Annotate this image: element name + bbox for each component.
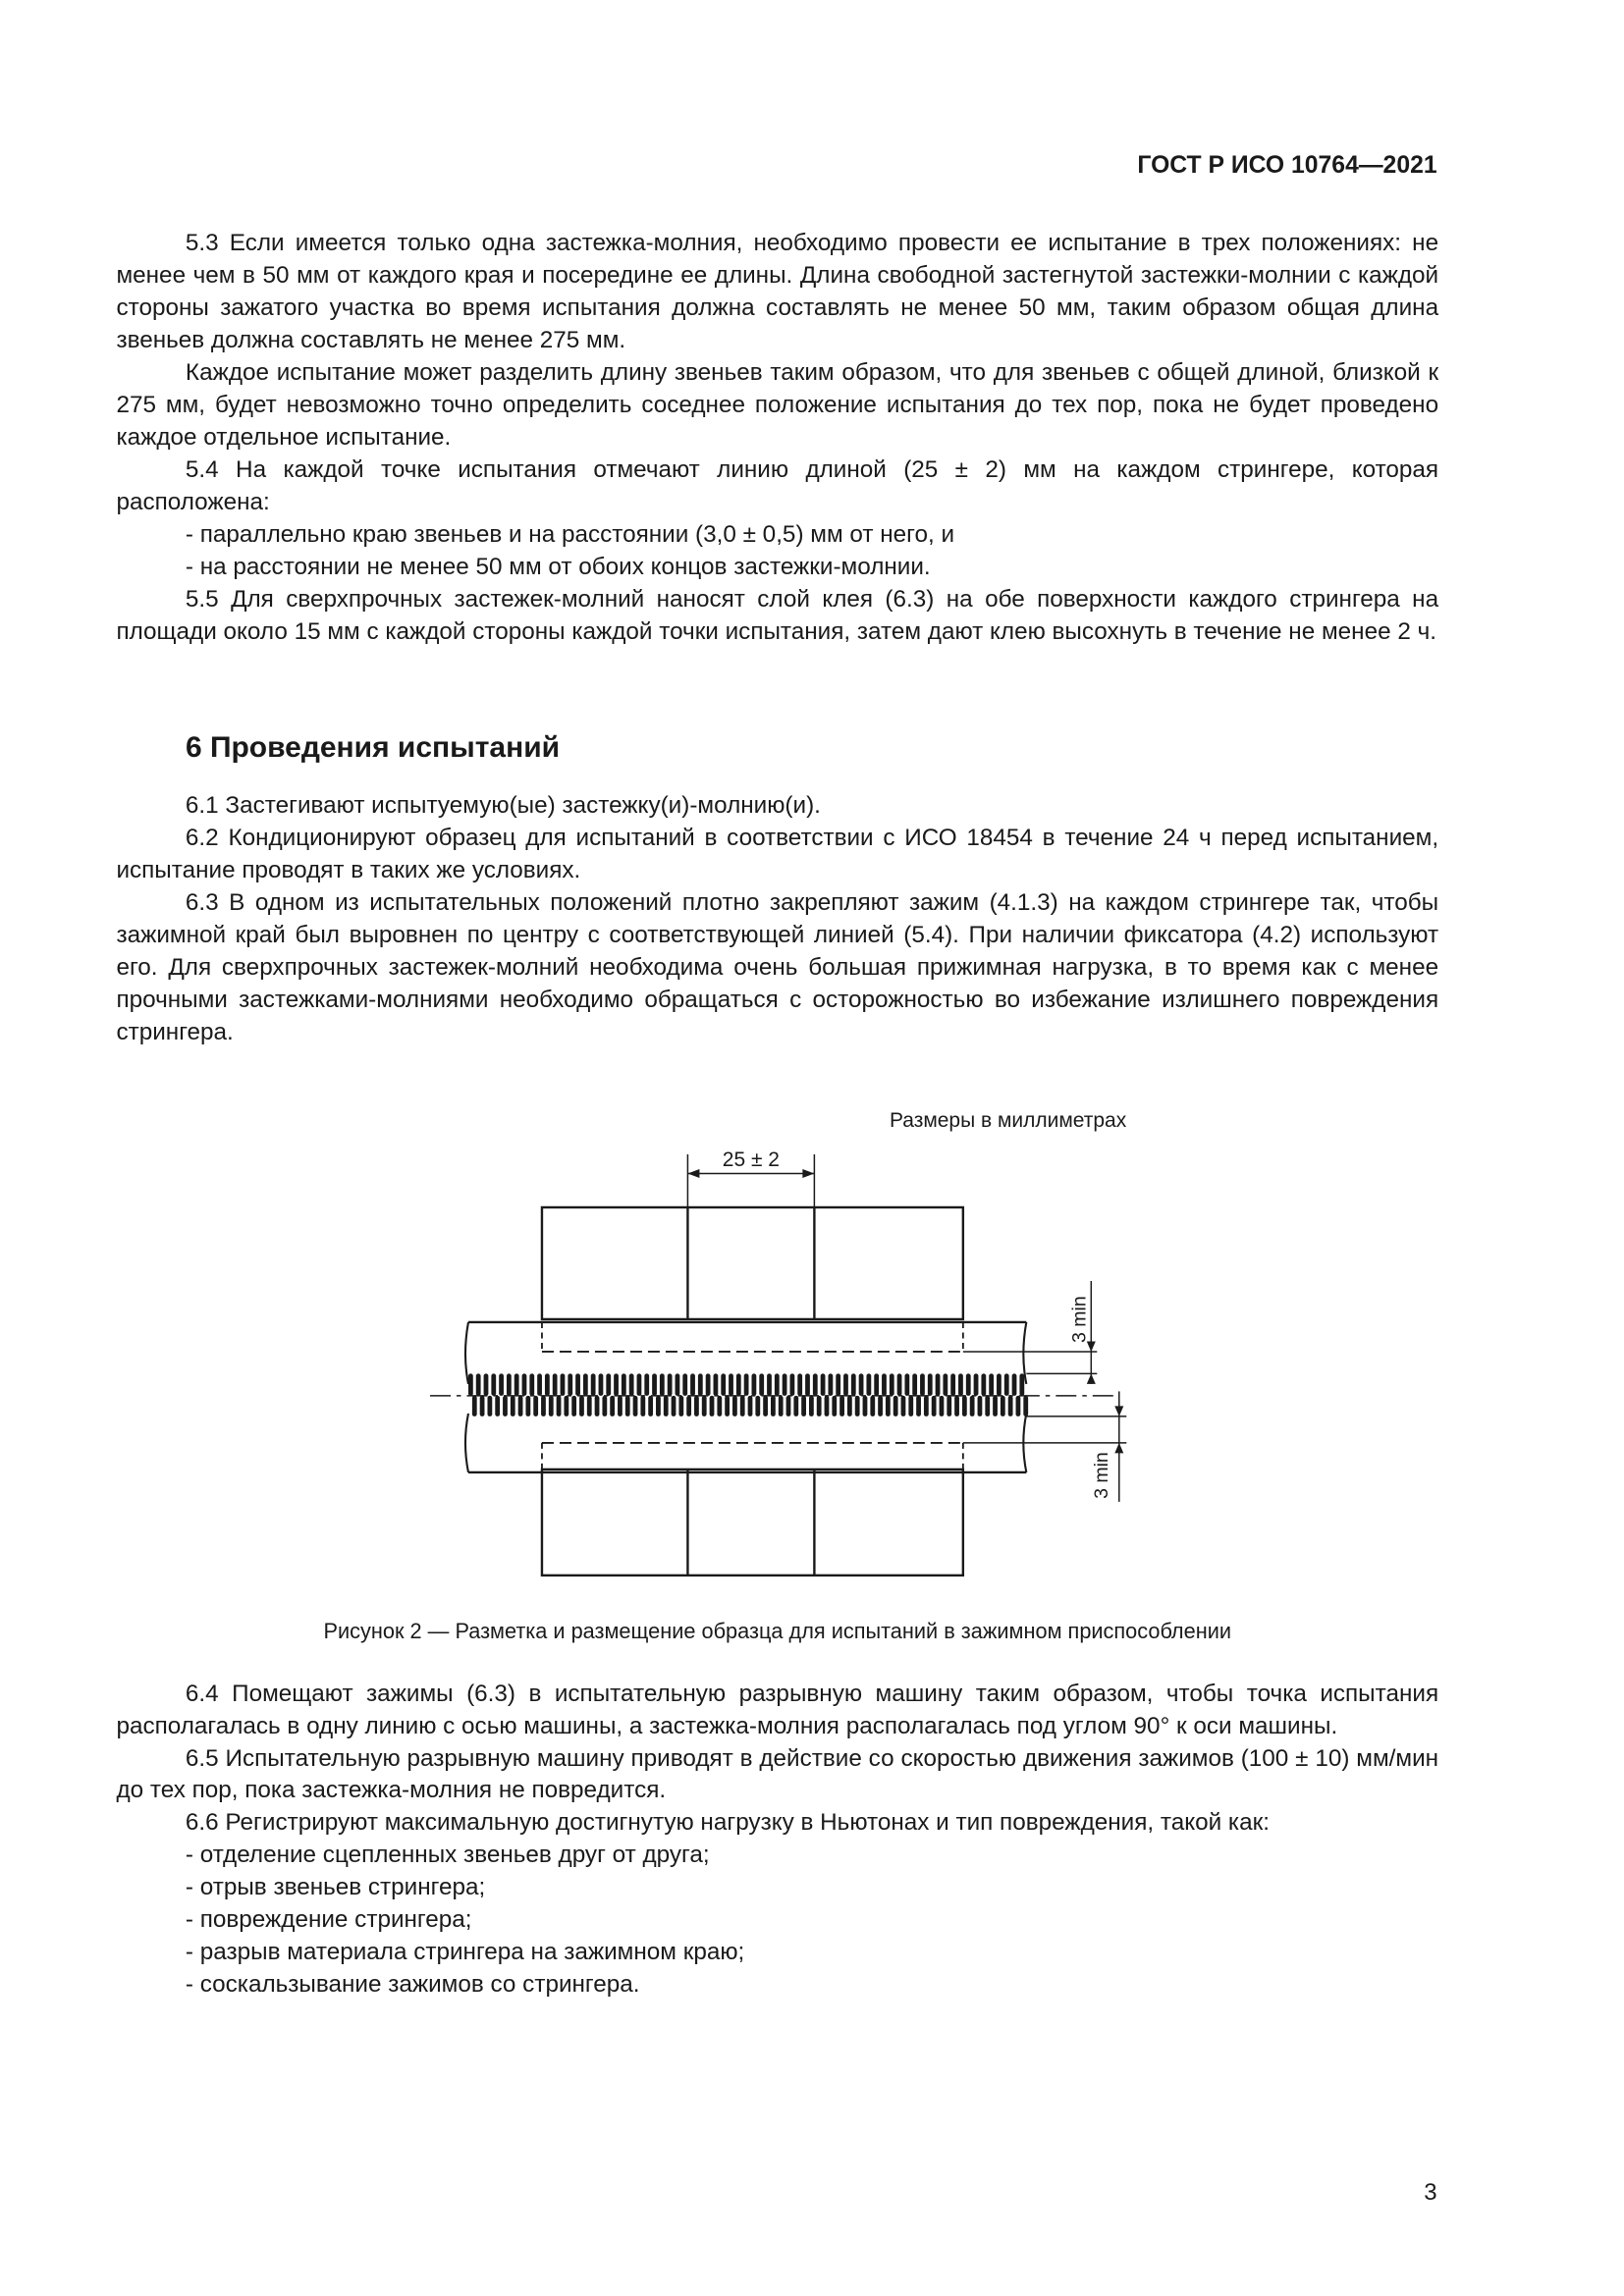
zipper-tooth	[924, 1396, 929, 1416]
zipper-tooth	[828, 1373, 833, 1395]
zipper-tooth	[747, 1396, 752, 1416]
zipper-tooth	[904, 1373, 909, 1395]
body-section6	[116, 790, 1438, 1049]
zipper-tooth	[537, 1373, 542, 1395]
arrowhead	[1114, 1406, 1123, 1415]
zipper-tooth	[487, 1396, 492, 1416]
bottom-clamp	[542, 1469, 963, 1575]
zipper-tooth	[908, 1396, 913, 1416]
paragraph-5-5: 5.5 Для сверхпрочных застежек-молний наносят слой клея (6.3) на обе поверхности каждого стрингера на площади около 15 мм с каждой стороны каждой точки испытания, затем дают клею высохнуть в течение не менее 2 ч.	[116, 586, 1439, 646]
zipper-tooth	[518, 1396, 523, 1416]
zipper-tooth	[633, 1396, 638, 1416]
zipper-tooth	[882, 1373, 887, 1395]
zipper-tooth	[545, 1373, 550, 1395]
zipper-tooth	[950, 1373, 955, 1395]
zipper-tooth	[660, 1373, 665, 1395]
zipper-tooth	[698, 1373, 703, 1395]
zipper-tooth	[614, 1373, 619, 1395]
zipper-tooth	[789, 1373, 794, 1395]
zipper-tooth	[936, 1373, 941, 1395]
zipper-tooth	[553, 1373, 558, 1395]
tape-end-left	[465, 1414, 468, 1472]
arrowhead	[802, 1169, 814, 1178]
zipper-tooth	[606, 1373, 611, 1395]
zipper-tooth	[664, 1396, 669, 1416]
zipper-tooth	[855, 1396, 860, 1416]
zipper-tooth	[495, 1396, 500, 1416]
zipper-tooth	[775, 1373, 780, 1395]
zipper-tooth	[843, 1373, 848, 1395]
zipper-tooth	[656, 1396, 661, 1416]
zipper-tooth	[985, 1396, 990, 1416]
zipper-tooth	[793, 1396, 798, 1416]
zipper-tooth	[947, 1396, 951, 1416]
zipper-tooth	[713, 1373, 718, 1395]
arrowhead	[687, 1169, 699, 1178]
figure-caption: Рисунок 2 — Разметка и размещение образца для испытаний в зажимном приспособлении	[323, 1619, 1231, 1644]
zipper-tooth	[755, 1396, 760, 1416]
zipper-tooth	[886, 1396, 891, 1416]
zipper-tooth	[514, 1373, 519, 1395]
zipper-tooth	[1001, 1396, 1005, 1416]
zipper-tooth	[652, 1373, 657, 1395]
zipper-tooth	[511, 1396, 515, 1416]
paragraph-6-6: 6.6 Регистрируют максимальную достигнутую нагрузку в Ньютонах и тип повреждения, такой как:	[185, 1809, 1270, 1837]
zipper-tooth	[644, 1373, 649, 1395]
zipper-tooth	[472, 1396, 477, 1416]
zipper-tooth	[977, 1396, 982, 1416]
zipper-tooth	[809, 1396, 814, 1416]
zipper-tooth	[1004, 1373, 1009, 1395]
zipper-tooth	[874, 1373, 879, 1395]
zipper-tooth	[744, 1373, 749, 1395]
zipper-tooth	[740, 1396, 745, 1416]
zipper-tooth	[579, 1396, 584, 1416]
zipper-tooth	[529, 1373, 534, 1395]
zipper-tooth	[690, 1373, 695, 1395]
list-item: - разрыв материала стрингера на зажимном краю;	[185, 1939, 745, 1966]
zipper-tooth	[476, 1373, 481, 1395]
zipper-tooth	[824, 1396, 829, 1416]
zipper-tooth	[717, 1396, 722, 1416]
zipper-tooth	[468, 1373, 473, 1395]
zipper-tooth	[966, 1373, 971, 1395]
zipper-tooth	[1015, 1396, 1020, 1416]
zipper-tooth	[817, 1396, 822, 1416]
zipper-tooth	[997, 1373, 1001, 1395]
tape-end-left	[465, 1322, 468, 1384]
arrowhead	[1114, 1443, 1123, 1453]
zipper-tooth	[836, 1373, 840, 1395]
zipper-tooth	[993, 1396, 998, 1416]
zipper-tooth	[568, 1373, 572, 1395]
zipper-tooth	[491, 1373, 496, 1395]
zipper-tooth	[974, 1373, 979, 1395]
zipper-tooth	[893, 1396, 898, 1416]
zipper-tooth	[591, 1373, 596, 1395]
zipper-tooth	[575, 1373, 580, 1395]
zipper-tooth	[583, 1373, 588, 1395]
zipper-tooth	[920, 1373, 925, 1395]
zipper-tooth	[736, 1373, 741, 1395]
zipper-tooth	[499, 1373, 504, 1395]
zipper-tooth	[832, 1396, 837, 1416]
arrowhead	[1087, 1373, 1096, 1383]
paragraph-6-4: 6.4 Помещают зажимы (6.3) в испытательную разрывную машину таким образом, чтобы точка испытания располагалась в одну линию с осью машины, а застежка-молния располагалась под углом 90° к оси машины.	[116, 1680, 1439, 1739]
list-item: - соскальзывание зажимов со стрингера.	[185, 1971, 640, 1999]
zipper-tooth	[989, 1373, 994, 1395]
figure-units-note: Размеры в миллиметрах	[889, 1108, 1127, 1132]
zipper-tooth	[571, 1396, 576, 1416]
zipper-tooth	[1012, 1373, 1017, 1395]
zipper-tooth	[1008, 1396, 1013, 1416]
dimension-label-min-bottom: 3 min	[1090, 1451, 1112, 1499]
dimension-label-width: 25 ± 2	[722, 1148, 780, 1171]
zipper-tooth	[622, 1373, 626, 1395]
zipper-tooth	[618, 1396, 623, 1416]
zipper-tooth	[541, 1396, 546, 1416]
zipper-tooth	[525, 1396, 530, 1416]
paragraph-6-3: 6.3 В одном из испытательных положений плотно закрепляют зажим (4.1.3) на каждом стрингере так, чтобы зажимной край был выровнен по центру с соответствующей линией (5.4). При наличии фиксатора (4.2) используют его. Для сверхпрочных застежек-молний необходима очень большая прижимная нагрузка, в то время как с менее прочными застежками-молниями необходимо обращаться с осторожностью во избежание излишнего повреждения стрингера.	[116, 889, 1439, 1046]
zipper-tooth	[859, 1373, 864, 1395]
paragraph-5-3-note: Каждое испытание может разделить длину звеньев таким образом, что для звеньев с общей длиной, близкой к 275 мм, будет невозможно точно определить соседнее положение испытания до тех пор, пока не будет проведено каждое отдельное испытание.	[116, 359, 1439, 452]
zipper-tooth	[682, 1373, 687, 1395]
zipper-tooth	[771, 1396, 776, 1416]
zipper-tooth	[767, 1373, 772, 1395]
list-item: - повреждение стрингера;	[185, 1906, 472, 1934]
zipper-tooth	[640, 1396, 645, 1416]
zipper-tooth	[1023, 1396, 1028, 1416]
zipper-tooth	[602, 1396, 607, 1416]
top-clamp	[542, 1207, 963, 1319]
zipper-tooth	[503, 1396, 508, 1416]
zipper-tooth	[912, 1373, 917, 1395]
zipper-tooth	[783, 1373, 787, 1395]
zipper-tooth	[732, 1396, 737, 1416]
zipper-tooth	[759, 1373, 764, 1395]
zipper-tooth	[805, 1373, 810, 1395]
zipper-tooth	[847, 1396, 852, 1416]
zipper-tooth	[706, 1373, 711, 1395]
section-heading: 6 Проведения испытаний	[185, 730, 561, 764]
zipper-tooth	[725, 1396, 730, 1416]
standard-header: ГОСТ Р ИСО 10764—2021	[1137, 152, 1437, 180]
zipper-tooth	[729, 1373, 733, 1395]
zipper-tooth	[970, 1396, 975, 1416]
zipper-tooth	[483, 1373, 488, 1395]
zipper-tooth	[928, 1373, 933, 1395]
zipper-tooth	[958, 1373, 963, 1395]
zipper-tooth	[981, 1373, 986, 1395]
clamp-figure	[412, 1134, 1178, 1590]
zipper-tooth	[954, 1396, 959, 1416]
zipper-tooth	[763, 1396, 768, 1416]
zipper-tooth	[721, 1373, 726, 1395]
zipper-tooth	[702, 1396, 707, 1416]
zipper-tooth	[560, 1373, 565, 1395]
body-bottom	[116, 1679, 1438, 2002]
zipper-tooth	[900, 1396, 905, 1416]
zipper-tooth	[587, 1396, 592, 1416]
zipper-tooth	[939, 1396, 944, 1416]
zipper-tooth	[916, 1396, 921, 1416]
zipper-tooth	[897, 1373, 902, 1395]
body-top	[116, 228, 1438, 649]
zipper-tooth	[962, 1396, 967, 1416]
zipper-teeth	[468, 1373, 1028, 1415]
paragraph-5-3: 5.3 Если имеется только одна застежка-молния, необходимо провести ее испытание в трех положениях: не менее чем в 50 мм от каждого края и посередине ее длины. Длина свободной застегнутой застежки-молнии с каждой стороны зажатого участка во время испытания должна составлять не менее 50 мм, таким образом общая длина звеньев должна составлять не менее 275 мм.	[116, 230, 1439, 354]
zipper-tooth	[636, 1373, 641, 1395]
zipper-tooth	[866, 1373, 871, 1395]
zipper-tooth	[851, 1373, 856, 1395]
arrowhead	[1087, 1341, 1096, 1351]
page-number: 3	[1424, 2179, 1437, 2207]
zipper-tooth	[564, 1396, 568, 1416]
zipper-tooth	[785, 1396, 790, 1416]
zipper-tooth	[878, 1396, 883, 1416]
zipper-tooth	[480, 1396, 485, 1416]
zipper-tooth	[629, 1373, 634, 1395]
zipper-tooth	[595, 1396, 600, 1416]
zipper-tooth	[598, 1373, 603, 1395]
zipper-tooth	[610, 1396, 615, 1416]
paragraph-5-4: 5.4 На каждой точке испытания отмечают линию длиной (25 ± 2) мм на каждом стрингере, которая расположена:	[116, 456, 1439, 516]
list-item: - отрыв звеньев стрингера;	[185, 1874, 486, 1901]
zipper-tooth	[557, 1396, 562, 1416]
zipper-tooth	[1019, 1373, 1024, 1395]
zipper-tooth	[648, 1396, 653, 1416]
zipper-tooth	[751, 1373, 756, 1395]
zipper-tooth	[779, 1396, 784, 1416]
zipper-tooth	[870, 1396, 875, 1416]
zipper-tooth	[862, 1396, 867, 1416]
list-item: - параллельно краю звеньев и на расстоянии (3,0 ± 0,5) мм от него, и	[185, 521, 955, 549]
zipper-tooth	[686, 1396, 691, 1416]
zipper-tooth	[797, 1373, 802, 1395]
zipper-tooth	[932, 1396, 937, 1416]
zipper-tooth	[507, 1373, 512, 1395]
zipper-tooth	[709, 1396, 714, 1416]
zipper-tooth	[625, 1396, 630, 1416]
paragraph-6-1: 6.1 Застегивают испытуемую(ые) застежку(и)-молнию(и).	[185, 792, 821, 820]
dimension-label-min-top: 3 min	[1068, 1295, 1091, 1343]
zipper-tooth	[533, 1396, 538, 1416]
zipper-tooth	[839, 1396, 844, 1416]
zipper-tooth	[943, 1373, 947, 1395]
zipper-tooth	[694, 1396, 699, 1416]
list-item: - на расстоянии не менее 50 мм от обоих концов застежки-молнии.	[185, 554, 931, 581]
zipper-tooth	[678, 1396, 683, 1416]
paragraph-6-2: 6.2 Кондиционируют образец для испытаний в соответствии с ИСО 18454 в течение 24 ч перед испытанием, испытание проводят в таких же условиях.	[116, 825, 1439, 884]
zipper-tooth	[813, 1373, 818, 1395]
zipper-tooth	[668, 1373, 673, 1395]
zipper-tooth	[890, 1373, 894, 1395]
zipper-tooth	[521, 1373, 526, 1395]
paragraph-6-5: 6.5 Испытательную разрывную машину приводят в действие со скоростью движения зажимов (100 ± 10) мм/мин до тех пор, пока застежка-молния не повредится.	[116, 1744, 1439, 1804]
zipper-tooth	[672, 1396, 677, 1416]
list-item: - отделение сцепленных звеньев друг от друга;	[185, 1842, 710, 1869]
zipper-tooth	[549, 1396, 554, 1416]
zipper-tooth	[801, 1396, 806, 1416]
zipper-tooth	[821, 1373, 826, 1395]
zipper-tooth	[675, 1373, 679, 1395]
